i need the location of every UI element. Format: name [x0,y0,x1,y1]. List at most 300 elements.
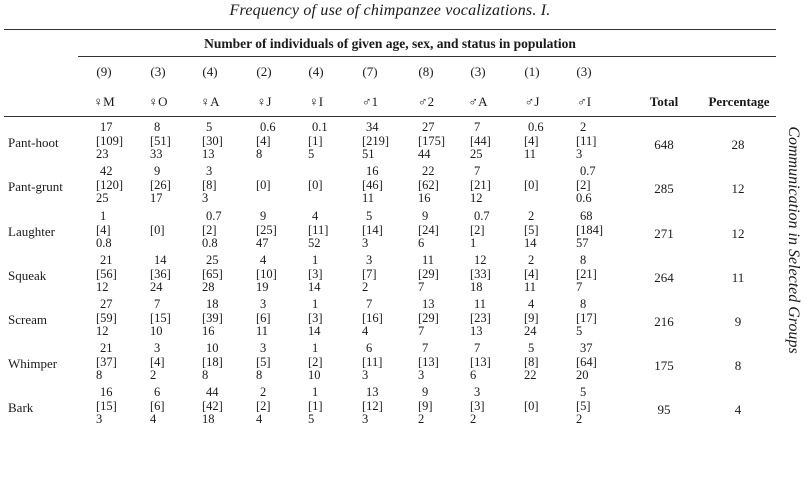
cell-percent: 2 [576,412,583,426]
cell-count: 0.7 [206,209,222,223]
table-cell [362,210,406,251]
percentage-header: Percentage [708,94,770,109]
table-cell [576,121,620,162]
table-cell [150,210,194,251]
table-cell [96,165,140,206]
table-cell [202,121,246,162]
cell-raw: [4] [524,133,539,148]
cell-raw: [5] [576,398,591,413]
table-cell [524,165,568,206]
total-header: Total [649,94,679,109]
cell-percent: 12 [96,280,109,294]
cell-raw: [2] [576,177,591,192]
cell-count: 3 [206,164,213,178]
table-cell [308,165,352,206]
cell-raw: [120] [96,177,124,192]
cell-percent: 14 [308,324,321,338]
column-count: (4) [202,64,218,79]
cell-raw: [15] [150,310,171,325]
cell-count: 3 [366,253,373,267]
cell-percent: 11 [256,324,269,338]
cell-count: 7 [474,164,481,178]
table-cell [470,298,514,339]
table-cell [96,121,140,162]
cell-count: 2 [260,385,267,399]
cell-percent: 10 [150,324,163,338]
cell-count: 5 [206,120,213,134]
table-cell [524,121,568,162]
column-count: (3) [576,64,592,79]
cell-raw: [2] [470,222,485,237]
cell-count: 8 [154,120,161,134]
cell-raw: [64] [576,354,597,369]
cell-percent: 12 [470,191,483,205]
cell-percent: 3 [202,191,209,205]
table-cell [96,342,140,383]
cell-percent: 6 [418,236,425,250]
table-cell [150,342,194,383]
cell-count: 4 [260,253,267,267]
table-cell [308,210,352,251]
table-cell [256,386,300,427]
cell-raw: [4] [96,222,111,237]
table-cell [256,210,300,251]
row-total: 95 [657,402,671,417]
table-cell [418,121,462,162]
cell-count: 2 [580,120,587,134]
cell-percent: 8 [202,368,209,382]
row-total: 216 [654,314,674,329]
table-cell [256,254,300,295]
column-count: (4) [308,64,324,79]
cell-raw: [56] [96,266,117,281]
cell-count: 21 [100,341,113,355]
cell-count: 10 [206,341,219,355]
cell-percent: 18 [202,412,215,426]
cell-raw: [8] [524,354,539,369]
column-label: ♀O [148,94,168,109]
row-percentage: 28 [731,137,745,152]
cell-count: 1 [312,253,319,267]
column-count: (2) [256,64,272,79]
cell-count: 1 [312,297,319,311]
cell-raw: [2] [202,222,217,237]
cell-percent: 18 [470,280,483,294]
table-cell [418,254,462,295]
cell-percent: 5 [308,147,315,161]
header-rule [4,116,776,117]
table-cell [524,254,568,295]
table-cell [256,298,300,339]
cell-count: 27 [422,120,435,134]
table-title: Frequency of use of chimpanzee vocalizations. I. [229,2,551,19]
cell-count: 9 [422,209,429,223]
cell-count: 0.1 [312,120,328,134]
cell-raw: [12] [362,398,383,413]
cell-raw: [0] [524,177,539,192]
cell-raw: [46] [362,177,383,192]
cell-raw: [1] [308,133,323,148]
cell-percent: 4 [362,324,369,338]
cell-count [524,165,568,179]
cell-count [150,210,194,224]
cell-count: 7 [474,341,481,355]
table-cell [524,342,568,383]
row-label: Pant-grunt [8,179,63,194]
cell-count: 6 [366,341,373,355]
table-cell [96,254,140,295]
cell-raw: [15] [96,398,117,413]
cell-count: 11 [422,253,435,267]
table-cell [96,210,140,251]
cell-raw: [0] [256,177,271,192]
cell-percent [524,192,568,206]
cell-percent: 23 [96,147,109,161]
cell-percent: 25 [96,191,109,205]
cell-percent: 2 [470,412,477,426]
cell-count: 68 [580,209,593,223]
cell-count: 4 [312,209,319,223]
cell-raw: [18] [202,354,223,369]
cell-count: 9 [154,164,161,178]
row-total: 285 [654,181,674,196]
cell-percent: 3 [418,368,425,382]
table-cell [308,298,352,339]
cell-raw: [2] [308,354,323,369]
cell-raw: [9] [524,310,539,325]
cell-raw: [3] [470,398,485,413]
column-label: ♂J [524,94,540,109]
cell-raw: [4] [524,266,539,281]
row-total: 648 [654,137,674,152]
cell-percent: 52 [308,236,321,250]
table-cell [576,386,620,427]
table-cell [150,121,194,162]
cell-raw: [219] [362,133,390,148]
table-cell [362,298,406,339]
cell-percent: 17 [150,191,163,205]
cell-percent: 3 [362,236,369,250]
cell-count: 3 [260,341,267,355]
table-cell [202,386,246,427]
cell-raw: [109] [96,133,124,148]
cell-percent: 13 [470,324,483,338]
cell-raw: [6] [150,398,165,413]
cell-count: 5 [528,341,535,355]
cell-percent: 11 [524,147,537,161]
cell-percent: 44 [418,147,431,161]
table-cell [576,210,620,251]
table-cell [202,210,246,251]
cell-count: 11 [474,297,487,311]
cell-percent: 13 [202,147,215,161]
table-cell [256,342,300,383]
table-cell [150,298,194,339]
cell-percent: 1 [470,236,477,250]
cell-raw: [62] [418,177,439,192]
table-cell [576,254,620,295]
cell-percent: 16 [418,191,431,205]
top-rule [4,29,776,30]
cell-count: 13 [366,385,379,399]
cell-raw: [36] [150,266,171,281]
cell-raw: [42] [202,398,223,413]
cell-raw: [44] [470,133,491,148]
cell-count: 17 [100,120,113,134]
cell-count: 2 [528,209,535,223]
cell-percent: 24 [150,280,163,294]
cell-percent: 2 [418,412,425,426]
cell-percent: 6 [470,368,477,382]
cell-raw: [4] [256,133,271,148]
cell-percent: 57 [576,236,589,250]
table-cell [418,210,462,251]
cell-percent: 14 [308,280,321,294]
cell-count: 25 [206,253,219,267]
cell-count: 9 [422,385,429,399]
cell-count: 9 [260,209,267,223]
row-total: 264 [654,270,674,285]
cell-percent: 7 [418,324,425,338]
table-cell [308,254,352,295]
side-running-head: Communication in Selected Groups [785,126,802,354]
cell-percent: 0.6 [576,191,592,205]
cell-raw: [175] [418,133,446,148]
cell-raw: [16] [362,310,383,325]
cell-raw: [5] [524,222,539,237]
cell-raw: [13] [418,354,439,369]
cell-raw: [11] [362,354,383,369]
table-cell [524,210,568,251]
cell-count: 4 [528,297,535,311]
group-header: Number of individuals of given age, sex, and status in population [204,36,576,51]
cell-count: 13 [422,297,435,311]
cell-count: 8 [580,253,587,267]
cell-raw: [13] [470,354,491,369]
cell-percent: 0.8 [96,236,112,250]
table-cell [202,342,246,383]
cell-percent: 20 [576,368,589,382]
row-percentage: 12 [731,226,745,241]
cell-raw: [65] [202,266,223,281]
cell-count: 2 [528,253,535,267]
cell-percent: 16 [202,324,215,338]
cell-percent [256,192,300,206]
column-count: (8) [418,64,434,79]
cell-count: 5 [366,209,373,223]
cell-count [524,386,568,400]
cell-percent: 11 [362,191,375,205]
cell-raw: [25] [256,222,277,237]
column-label: ♀J [256,94,272,109]
cell-raw: [8] [202,177,217,192]
column-count: (1) [524,64,540,79]
column-count: (9) [96,64,112,79]
table-cell [256,165,300,206]
table-cell [576,298,620,339]
table-cell [470,165,514,206]
table-cell [362,386,406,427]
cell-count: 42 [100,164,113,178]
cell-count: 1 [312,385,319,399]
table-cell [470,254,514,295]
cell-raw: [11] [576,133,597,148]
cell-percent: 0.8 [202,236,218,250]
cell-count: 16 [100,385,113,399]
cell-raw: [3] [308,266,323,281]
cell-count: 7 [422,341,429,355]
cell-raw: [29] [418,266,439,281]
table-cell [96,298,140,339]
cell-raw: [30] [202,133,223,148]
cell-count: 1 [312,341,319,355]
column-count: (3) [150,64,166,79]
cell-percent: 2 [362,280,369,294]
column-label: ♀M [93,94,115,109]
cell-percent: 8 [256,368,263,382]
table-cell [362,342,406,383]
cell-percent: 3 [362,412,369,426]
column-label: ♀A [200,94,220,109]
row-percentage: 8 [734,358,742,373]
row-label: Scream [8,312,47,327]
table-cell [470,210,514,251]
table-cell [150,165,194,206]
cell-count: 3 [154,341,161,355]
row-label: Pant-hoot [8,135,59,150]
cell-percent: 3 [576,147,583,161]
table-cell [150,386,194,427]
row-label: Squeak [8,268,47,283]
cell-raw: [10] [256,266,277,281]
cell-percent: 14 [524,236,537,250]
column-count: (7) [362,64,378,79]
cell-count: 27 [100,297,113,311]
cell-raw: [7] [362,266,377,281]
cell-raw: [14] [362,222,383,237]
table-cell [470,386,514,427]
row-percentage: 11 [731,270,745,285]
cell-raw: [29] [418,310,439,325]
cell-count: 21 [100,253,113,267]
cell-count: 0.6 [528,120,544,134]
table-cell [150,254,194,295]
row-percentage: 12 [731,181,745,196]
cell-count: 18 [206,297,219,311]
cell-raw: [2] [256,398,271,413]
table-cell [418,342,462,383]
cell-percent: 47 [256,236,269,250]
table-cell [418,386,462,427]
table-cell [576,342,620,383]
row-percentage: 9 [734,314,742,329]
cell-raw: [37] [96,354,117,369]
column-label: ♂I [576,94,592,109]
column-label: ♂2 [417,94,435,109]
cell-percent: 7 [418,280,425,294]
cell-raw: [17] [576,310,597,325]
cell-count: 5 [580,385,587,399]
cell-percent: 10 [308,368,321,382]
cell-raw: [184] [576,222,604,237]
cell-count: 6 [154,385,161,399]
column-label: ♀I [308,94,324,109]
row-label: Bark [8,400,34,415]
table-cell [308,386,352,427]
cell-count: 0.6 [260,120,276,134]
cell-count: 7 [154,297,161,311]
cell-count: 3 [260,297,267,311]
cell-percent: 8 [256,147,263,161]
table-cell [362,254,406,295]
cell-percent: 4 [150,412,157,426]
table-cell [524,386,568,427]
table-cell [470,342,514,383]
cell-percent: 7 [576,280,583,294]
table-cell [418,298,462,339]
table-cell [96,386,140,427]
cell-percent: 28 [202,280,215,294]
cell-count: 34 [366,120,379,134]
row-total: 175 [654,358,674,373]
column-label: ♂A [468,94,488,109]
cell-count: 7 [474,120,481,134]
row-percentage: 4 [734,402,742,417]
row-label: Laughter [8,224,55,239]
cell-raw: [39] [202,310,223,325]
cell-percent: 5 [308,412,315,426]
cell-percent: 51 [362,147,375,161]
table-cell [362,165,406,206]
cell-raw: [51] [150,133,171,148]
cell-count [308,165,352,179]
cell-count: 22 [422,164,435,178]
cell-raw: [26] [150,177,171,192]
cell-raw: [24] [418,222,439,237]
cell-count: 16 [366,164,379,178]
table-cell [308,121,352,162]
cell-raw: [3] [308,310,323,325]
cell-count: 0.7 [580,164,596,178]
cell-raw: [4] [150,354,165,369]
cell-percent: 22 [524,368,537,382]
cell-count: 37 [580,341,593,355]
table-cell [202,298,246,339]
cell-raw: [33] [470,266,491,281]
cell-percent [308,192,352,206]
cell-raw: [1] [308,398,323,413]
table-cell [470,121,514,162]
group-rule [78,56,776,57]
cell-raw: [9] [418,398,433,413]
cell-count: 7 [366,297,373,311]
cell-count: 3 [474,385,481,399]
cell-percent: 25 [470,147,483,161]
cell-raw: [21] [470,177,491,192]
cell-raw: [5] [256,354,271,369]
cell-raw: [0] [150,222,165,237]
table-cell [202,165,246,206]
cell-raw: [11] [308,222,329,237]
cell-percent: 4 [256,412,263,426]
cell-percent: 8 [96,368,103,382]
cell-percent: 33 [150,147,163,161]
table-cell [308,342,352,383]
cell-percent: 5 [576,324,583,338]
cell-raw: [21] [576,266,597,281]
table-cell [202,254,246,295]
cell-raw: [6] [256,310,271,325]
